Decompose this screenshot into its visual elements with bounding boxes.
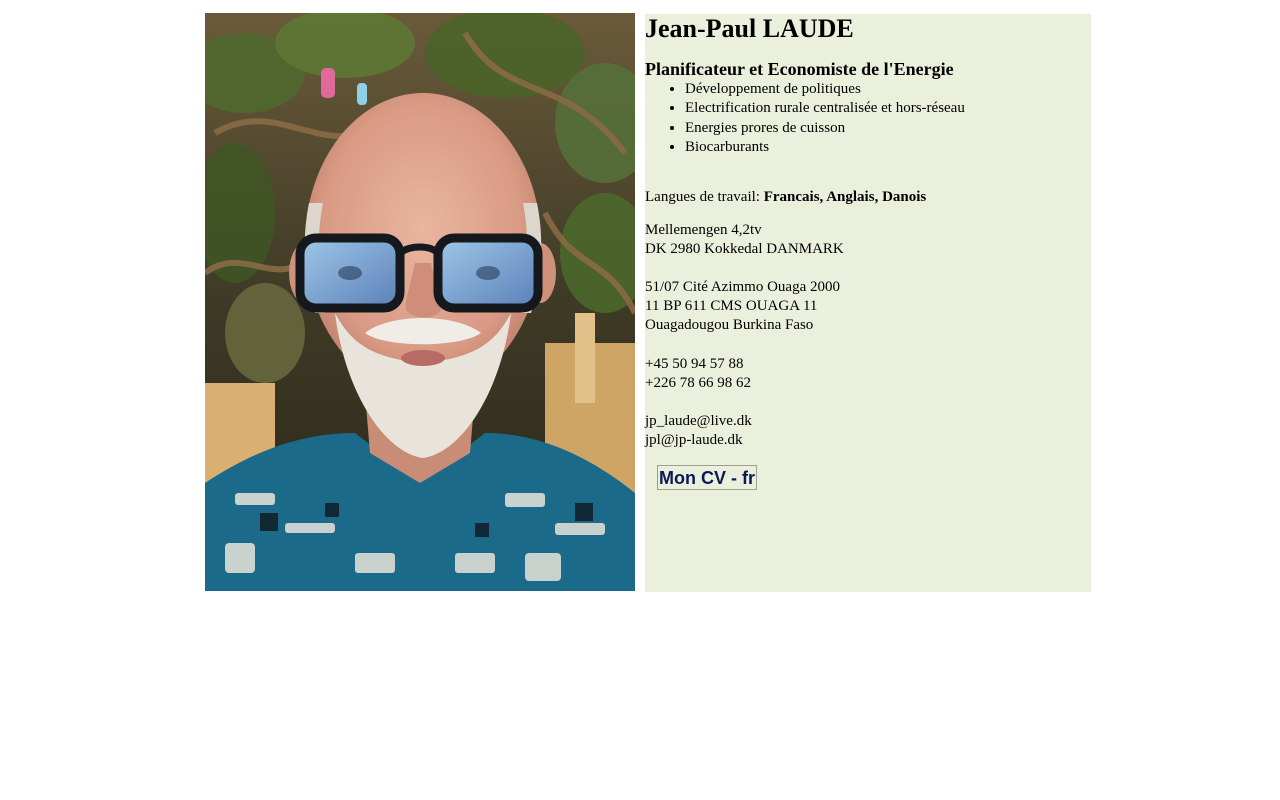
cv-link-button[interactable]: Mon CV - fr [657,465,757,490]
skill-item: • Energies prores de cuisson [685,119,965,138]
address-line: 11 BP 611 CMS OUAGA 11 [645,298,818,315]
address-line: Mellemengen 4,2tv [645,222,762,238]
job-title: Planificateur et Economiste de l'Energie [645,59,954,79]
phone-number: +226 78 66 98 62 [645,375,751,392]
phone-number: +45 50 94 57 88 [645,356,744,372]
languages-value: Francais, Anglais, Danois [763,189,927,205]
email-addresses [645,412,752,450]
contact-panel [645,14,1091,592]
address-line: Ouagadougou Burkina Faso [645,317,814,334]
languages-label: Langues de travail: [645,189,764,205]
profile-photo [205,13,635,591]
address-line: 51/07 Cité Azimmo Ouaga 2000 [645,279,840,295]
skill-item: • Développement de politiques [685,80,965,99]
phone-numbers [645,355,751,393]
person-name: Jean-Paul LAUDE [645,14,854,43]
languages-line [645,188,926,207]
address-denmark [645,221,844,259]
address-burkina-faso [645,278,840,336]
address-line: DK 2980 Kokkedal DANMARK [645,241,844,258]
skill-item: • Biocarburants [685,138,965,157]
skill-item: • Electrification rurale centralisée et hors-réseau [685,99,965,118]
email-address[interactable]: jpl@jp-laude.dk [645,432,743,449]
skills-list [645,80,965,158]
email-address[interactable]: jp_laude@live.dk [645,413,752,429]
